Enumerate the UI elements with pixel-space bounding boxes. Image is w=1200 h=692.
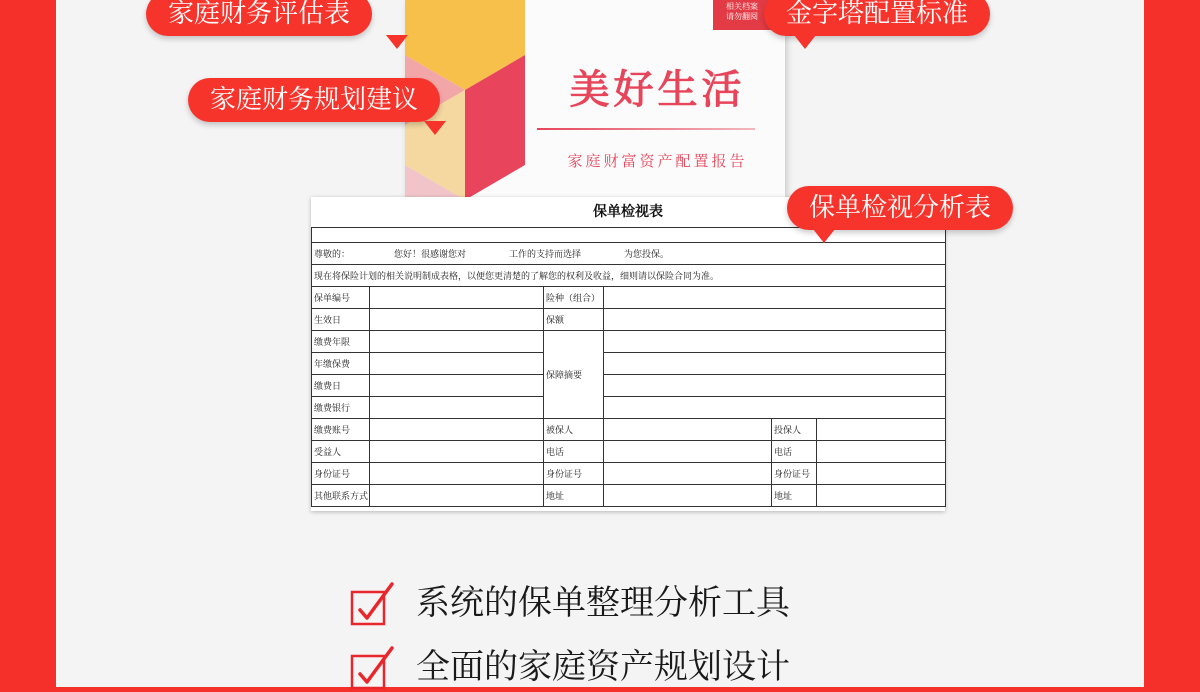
table-row — [312, 375, 946, 397]
value-cell — [604, 331, 946, 353]
table-row — [312, 243, 946, 265]
callout-tail — [813, 229, 835, 243]
value-cell — [370, 287, 544, 309]
callout-pyramid-label: 金字塔配置标准 — [786, 0, 969, 29]
greeting-cell — [312, 243, 946, 265]
greeting-end: 为您投保。 — [624, 250, 670, 260]
callout-planning-label: 家庭财务规划建议 — [210, 85, 419, 115]
label-policyholder: 投保人 — [772, 419, 817, 441]
value-cell — [370, 331, 544, 353]
checkbox-checked-icon — [350, 646, 398, 690]
intro-cell: 现在将保险计划的相关说明制成表格，以便您更清楚的了解您的权利及收益，细则请以保险合同为准。 — [312, 265, 946, 287]
label-beneficiary: 受益人 — [312, 441, 370, 463]
callout-policy-review-label: 保单检视分析表 — [809, 193, 992, 223]
callout-assessment-label: 家庭财务评估表 — [168, 0, 351, 29]
callout-tail — [794, 35, 816, 49]
value-cell — [817, 463, 946, 485]
label-insurance-type: 险种（组合） — [544, 287, 604, 309]
value-cell — [370, 375, 544, 397]
checkbox-checked-icon — [350, 582, 398, 626]
label-pay-bank: 缴费银行 — [312, 397, 370, 419]
value-cell — [370, 353, 544, 375]
value-cell — [604, 309, 946, 331]
label-pay-period: 缴费年限 — [312, 331, 370, 353]
value-cell — [370, 463, 544, 485]
value-cell — [604, 419, 772, 441]
table-row — [312, 331, 946, 353]
greeting-mid2: 工作的支持而选择 — [509, 250, 582, 260]
callout-planning — [188, 78, 440, 122]
value-cell — [370, 309, 544, 331]
value-cell — [370, 441, 544, 463]
label-phone: 电话 — [544, 441, 604, 463]
label-address: 地址 — [544, 485, 604, 507]
table-row — [312, 397, 946, 419]
cover-subtitle: 家庭财富资产配置报告 — [567, 152, 748, 170]
callout-pyramid — [764, 0, 990, 36]
table-row — [312, 309, 946, 331]
cover-title: 美好生活 — [569, 66, 746, 113]
cover-divider — [537, 128, 755, 130]
value-cell — [604, 441, 772, 463]
table-row — [312, 463, 946, 485]
table-row — [312, 265, 946, 287]
label-id-no: 身份证号 — [544, 463, 604, 485]
confidential-badge: 相关档案 请勿翻阅 — [713, 0, 771, 30]
label-effective-date: 生效日 — [312, 309, 370, 331]
table-row — [312, 441, 946, 463]
label-phone: 电话 — [772, 441, 817, 463]
label-pay-account: 缴费账号 — [312, 419, 370, 441]
callout-tail — [424, 121, 446, 135]
label-coverage: 保额 — [544, 309, 604, 331]
report-cover — [405, 0, 785, 210]
value-cell — [604, 463, 772, 485]
policy-table — [311, 227, 946, 507]
label-insured: 被保人 — [544, 419, 604, 441]
label-annual-premium: 年缴保费 — [312, 353, 370, 375]
value-cell — [604, 397, 946, 419]
table-row — [312, 485, 946, 507]
sheet-title: 保单检视表 — [311, 197, 945, 228]
callout-tail — [386, 35, 408, 49]
value-cell — [370, 397, 544, 419]
table-row — [312, 353, 946, 375]
value-cell — [817, 441, 946, 463]
value-cell — [604, 287, 946, 309]
label-id-no: 身份证号 — [312, 463, 370, 485]
callout-assessment — [146, 0, 372, 36]
value-cell — [604, 485, 772, 507]
greeting-prefix: 尊敬的： — [314, 250, 351, 260]
feature-label: 全面的家庭资产规划设计 — [416, 647, 790, 687]
value-cell — [604, 353, 946, 375]
table-row — [312, 287, 946, 309]
feature-label: 系统的保单整理分析工具 — [416, 583, 790, 623]
label-other-contact: 其他联系方式 — [312, 485, 370, 507]
value-cell — [604, 375, 946, 397]
label-pay-date: 缴费日 — [312, 375, 370, 397]
value-cell — [370, 485, 544, 507]
value-cell — [817, 419, 946, 441]
label-policy-no: 保单编号 — [312, 287, 370, 309]
label-summary: 保障摘要 — [544, 331, 604, 419]
table-row — [312, 419, 946, 441]
label-id-no: 身份证号 — [772, 463, 817, 485]
value-cell — [370, 419, 544, 441]
policy-review-sheet — [311, 197, 945, 511]
greeting-mid: 您好！很感谢您对 — [394, 250, 467, 260]
label-address: 地址 — [772, 485, 817, 507]
value-cell — [817, 485, 946, 507]
callout-policy-review — [787, 186, 1013, 230]
